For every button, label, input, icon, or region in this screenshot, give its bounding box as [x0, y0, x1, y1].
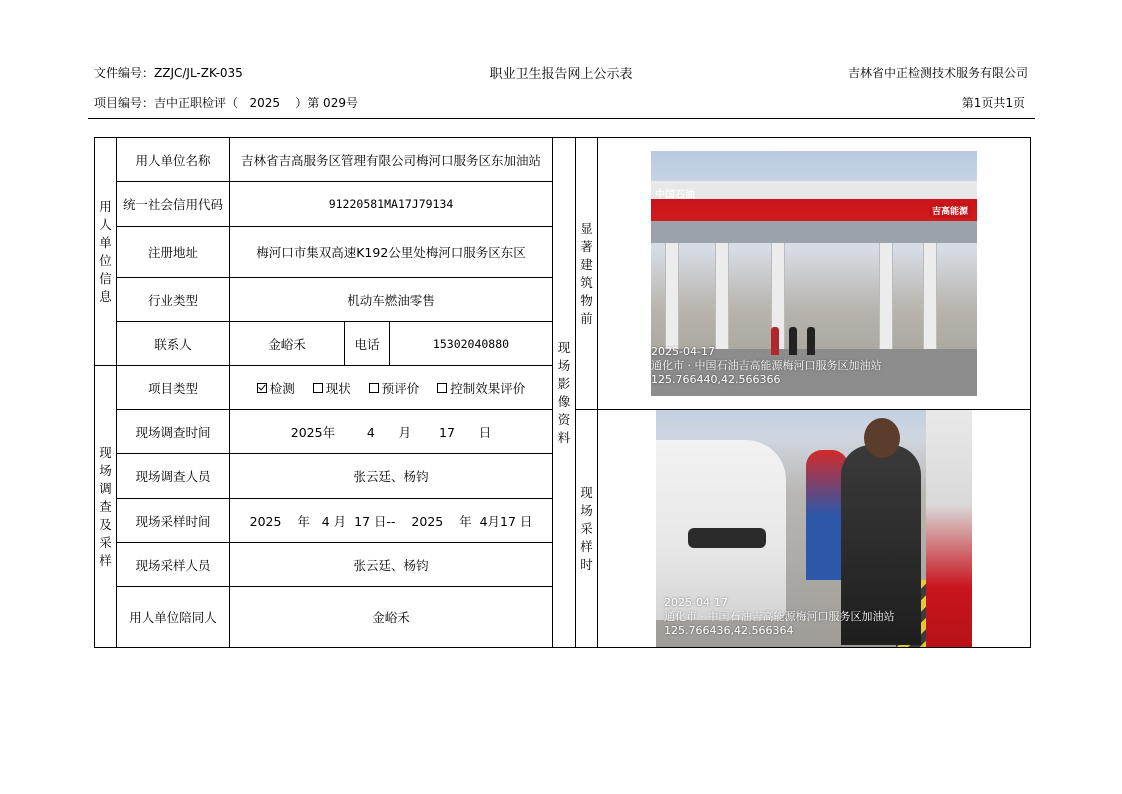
survey-time-value: 2025年 4 月 17 日	[230, 410, 553, 454]
checkbox-unchecked[interactable]	[369, 383, 379, 393]
address-label: 注册地址	[117, 227, 230, 278]
sample-staff-label: 现场采样人员	[117, 543, 230, 587]
fuel-pump	[926, 410, 972, 647]
canopy-pillar	[715, 243, 729, 353]
canopy-pillar	[923, 243, 937, 353]
project-type-options	[230, 366, 553, 410]
photo1-stamp-coords: 125.766440,42.566366	[651, 373, 781, 386]
survey-time-label: 现场调查时间	[117, 410, 230, 454]
disclosure-table	[94, 137, 1031, 648]
technician-head	[864, 418, 900, 458]
sample-staff-value: 张云廷、杨钧	[230, 543, 553, 587]
photo1-stamp-place: 通化市 · 中国石油吉高能源梅河口服务区加油站	[651, 359, 882, 372]
contact-value: 金峪禾	[230, 322, 345, 366]
credit-code-value: 91220581MA17J79134	[230, 182, 553, 227]
project-number: 项目编号：吉中正职检评（ 2025 ）第 029号	[94, 96, 358, 110]
building-photo-cell	[598, 138, 1031, 410]
address-value: 梅河口市集双高速K192公里处梅河口服务区东区	[230, 227, 553, 278]
checkbox-unchecked[interactable]	[437, 383, 447, 393]
sampling-photo-label: 现 场 采 样 时	[576, 410, 598, 648]
option-testing[interactable]: 检测	[257, 381, 295, 396]
sample-time-label: 现场采样时间	[117, 499, 230, 543]
escort-label: 用人单位陪同人	[117, 587, 230, 648]
file-number: 文件编号：ZZJC/JL-ZK-035	[94, 66, 243, 80]
photo1-stamp	[651, 345, 882, 387]
sample-time-value: 2025 年 4 月 17 日-- 2025 年 4月17 日	[230, 499, 553, 543]
escort-value: 金峪禾	[230, 587, 553, 648]
brand-left-logo: 中国石油	[655, 190, 696, 201]
canopy-underside	[651, 221, 977, 243]
canopy-pillar	[879, 243, 893, 353]
option-pre-evaluation[interactable]: 预评价	[369, 381, 420, 396]
option-status[interactable]: 现状	[313, 381, 351, 396]
checkbox-checked[interactable]	[257, 383, 267, 393]
photo2-stamp-place: 通化市 · 中国石油吉高能源梅河口服务区加油站	[664, 610, 895, 623]
contact-label: 联系人	[117, 322, 230, 366]
industry-label: 行业类型	[117, 278, 230, 322]
phone-label: 电话	[345, 322, 390, 366]
header-divider	[88, 118, 1035, 119]
photo1-stamp-date: 2025-04-17	[651, 345, 715, 358]
document-title: 职业卫生报告网上公示表	[489, 67, 633, 82]
media-group-label: 现 场 影 像 资 料	[553, 138, 576, 648]
industry-value: 机动车燃油零售	[230, 278, 553, 322]
employer-name-value: 吉林省吉高服务区管理有限公司梅河口服务区东加油站	[230, 138, 553, 182]
photo2-stamp-date: 2025-04-17	[664, 596, 728, 609]
employer-info-group-label: 用 人 单 位 信 息	[95, 138, 117, 366]
gas-station-photo	[651, 151, 977, 396]
checkbox-unchecked[interactable]	[313, 383, 323, 393]
canopy-pillar	[665, 243, 679, 353]
credit-code-label: 统一社会信用代码	[117, 182, 230, 227]
survey-staff-label: 现场调查人员	[117, 454, 230, 499]
sampling-photo-cell	[598, 410, 1031, 648]
page-indicator: 第1页共1页	[961, 96, 1025, 110]
option-control-effect[interactable]: 控制效果评价	[437, 381, 525, 396]
photo2-stamp-coords: 125.766436,42.566364	[664, 624, 794, 637]
project-type-label: 项目类型	[117, 366, 230, 410]
building-photo-label: 显 著 建 筑 物 前	[576, 138, 598, 410]
company-name: 吉林省中正检测技术服务有限公司	[847, 66, 1028, 80]
employer-name-label: 用人单位名称	[117, 138, 230, 182]
car-tail-light	[688, 528, 766, 548]
survey-group-label: 现 场 调 查 及 采 样	[95, 366, 117, 648]
sampling-photo	[656, 410, 972, 647]
phone-value: 15302040880	[390, 322, 553, 366]
survey-staff-value: 张云廷、杨钧	[230, 454, 553, 499]
photo2-stamp	[664, 596, 895, 638]
brand-right-logo: 吉高能源	[929, 203, 971, 218]
